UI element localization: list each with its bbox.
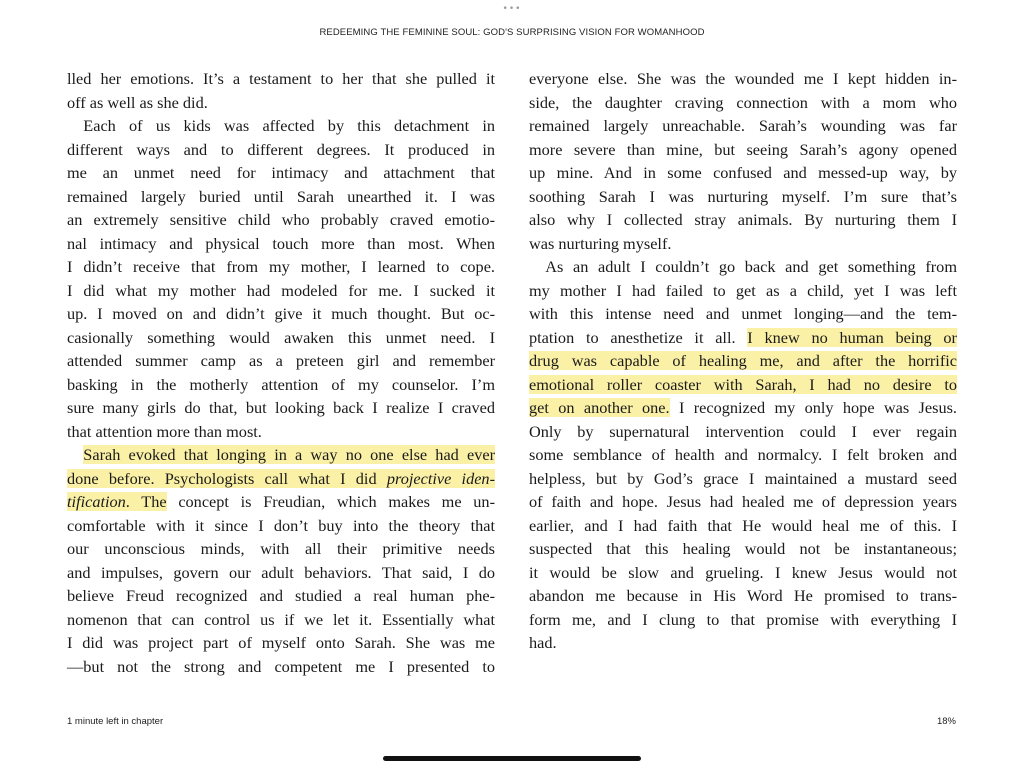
text-line [67, 655, 495, 679]
text-segment: concept is Freudian, which makes me un- [166, 492, 495, 511]
reader-menu-handle[interactable]: ••• [502, 4, 522, 14]
text-segment [67, 445, 83, 464]
text-segment: comfortable with it since I don’t buy into the theory that [67, 515, 495, 535]
text-segment: sure many girls do that, but looking back I realize I craved [67, 398, 495, 417]
text-line [529, 255, 957, 279]
text-segment: also why I collected stray animals. By nurturing them I [529, 210, 957, 229]
text-line [67, 279, 495, 303]
text-line [67, 91, 495, 115]
text-segment: with this intense need and unmet longing—and the tem- [529, 304, 957, 323]
text-line [529, 537, 957, 561]
text-line [67, 326, 495, 350]
left-text-column[interactable] [67, 67, 495, 678]
text-line [529, 608, 957, 632]
highlighted-text[interactable]: drug was capable of healing me, and after the horrific [529, 351, 957, 370]
book-title: REDEEMING THE FEMININE SOUL: GOD'S SURPRISING VISION FOR WOMANHOOD [319, 27, 705, 38]
text-segment: form me, and I clung to that promise with everything I [529, 609, 957, 629]
text-line [67, 185, 495, 209]
text-line [67, 114, 495, 138]
text-line [529, 467, 957, 491]
text-segment: helpless, but by God’s grace I maintained a mustard seed [529, 468, 957, 488]
text-segment: I did what my mother had modeled for me. I sucked it [67, 280, 495, 300]
highlighted-text[interactable]: . The [125, 492, 167, 511]
text-line [529, 514, 957, 538]
text-segment: my mother I had failed to get as a child, yet I was left [529, 280, 957, 300]
text-segment: remained largely buried until Sarah unearthed it. I was [67, 186, 495, 206]
chapter-time-remaining: 1 minute left in chapter [67, 716, 164, 727]
highlighted-text[interactable]: done before. Psychologists call what I did [67, 468, 387, 488]
text-line [529, 561, 957, 585]
text-line [529, 396, 957, 420]
text-segment: —but not the strong and competent me I presented to [67, 656, 495, 676]
text-segment: casionally something would awaken this unmet need. I [67, 327, 495, 347]
text-segment: suspected that this healing would not be instantaneous; [529, 539, 957, 558]
text-segment: As an adult I couldn’t go back and get something from [529, 257, 957, 276]
text-line [67, 537, 495, 561]
text-line [67, 631, 495, 655]
highlighted-text[interactable]: Sarah evoked that longing in a way no one else had ever [83, 445, 495, 464]
text-segment: lled her emotions. It’s a testament to her that she pulled it [67, 69, 495, 88]
text-segment: Each of us kids was affected by this detachment in [67, 116, 495, 135]
text-line [529, 326, 957, 350]
text-line [67, 584, 495, 608]
text-segment: I recognized my only hope was Jesus. [669, 398, 958, 417]
text-line [67, 349, 495, 373]
text-line [67, 420, 495, 444]
text-line [67, 138, 495, 162]
text-segment: it would be slow and grueling. I knew Jesus would not [529, 562, 957, 582]
text-line [67, 232, 495, 256]
text-segment: had. [529, 633, 557, 652]
text-line [529, 631, 957, 655]
text-line [529, 420, 957, 444]
right-text-column[interactable] [529, 67, 957, 655]
text-segment: earlier, and I had faith that He would heal me of this. I [529, 515, 957, 535]
text-line [67, 608, 495, 632]
text-line [529, 161, 957, 185]
text-segment: soothing Sarah I was nurturing myself. I’m sure that’s [529, 186, 957, 206]
text-line [67, 443, 495, 467]
text-line [67, 67, 495, 91]
highlighted-text[interactable]: get on another one. [529, 398, 670, 417]
text-segment: an extremely sensitive child who probably craved emotio- [67, 210, 495, 229]
text-segment: me an unmet need for intimacy and attachment that [67, 163, 495, 182]
text-segment: of faith and hope. Jesus had healed me of depression years [529, 492, 957, 511]
text-line [529, 349, 957, 373]
text-segment: remained largely unreachable. Sarah’s wounding was far [529, 116, 957, 135]
text-segment: I didn’t receive that from my mother, I learned to cope. [67, 257, 495, 276]
text-line [529, 138, 957, 162]
text-segment: more severe than mine, but seeing Sarah’s agony opened [529, 139, 957, 159]
text-line [529, 490, 957, 514]
highlighted-text[interactable]: I knew no human being or [747, 327, 957, 347]
text-line [67, 490, 495, 514]
text-segment: basking in the motherly attention of my counselor. I’m [67, 374, 495, 394]
text-line [529, 302, 957, 326]
text-segment: attended summer camp as a preteen girl and remember [67, 351, 495, 370]
home-indicator[interactable] [383, 756, 641, 761]
text-line [529, 208, 957, 232]
text-line [529, 584, 957, 608]
text-segment: off as well as she did. [67, 92, 208, 112]
text-line [67, 208, 495, 232]
text-segment: I did was project part of myself onto Sarah. She was me [67, 633, 495, 652]
text-line [529, 91, 957, 115]
highlighted-text[interactable]: projective iden- [386, 468, 495, 488]
text-segment: up. I moved on and didn’t give it much thought. But oc- [67, 304, 495, 323]
text-segment: nal intimacy and physical touch more than most. When [67, 233, 495, 253]
text-line [529, 67, 957, 91]
text-segment: abandon me because in His Word He promised to trans- [529, 586, 957, 605]
text-segment: nomenon that can control us if we let it. Essentially what [67, 609, 495, 629]
text-segment: up mine. And in some confused and messed-up way, by [529, 163, 957, 182]
text-segment: our unconscious minds, with all their primitive needs [67, 539, 495, 558]
text-line [67, 396, 495, 420]
text-segment: some semblance of health and normalcy. I felt broken and [529, 445, 957, 464]
text-segment: and impulses, govern our adult behaviors. That said, I do [67, 562, 495, 582]
text-segment: that attention more than most. [67, 421, 262, 441]
text-segment: believe Freud recognized and studied a real human phe- [67, 586, 495, 605]
text-segment: different ways and to different degrees. It produced in [67, 139, 495, 159]
text-line [67, 255, 495, 279]
reading-progress: 18% [936, 716, 956, 727]
text-line [529, 373, 957, 397]
text-line [67, 467, 495, 491]
text-line [67, 561, 495, 585]
text-segment: was nurturing myself. [529, 233, 672, 253]
text-line [67, 373, 495, 397]
highlighted-text[interactable]: tification [67, 492, 126, 511]
text-line [67, 302, 495, 326]
text-segment: side, the daughter craving connection with a mom who [529, 92, 957, 112]
text-line [529, 185, 957, 209]
text-line [529, 443, 957, 467]
text-segment: ptation to anesthetize it all. [529, 327, 748, 347]
text-line [67, 514, 495, 538]
text-line [529, 232, 957, 256]
text-line [529, 279, 957, 303]
text-line [529, 114, 957, 138]
text-line [67, 161, 495, 185]
highlighted-text[interactable]: emotional roller coaster with Sarah, I had no desire to [529, 374, 957, 394]
text-segment: everyone else. She was the wounded me I kept hidden in- [529, 69, 957, 88]
text-segment: Only by supernatural intervention could I ever regain [529, 421, 957, 441]
